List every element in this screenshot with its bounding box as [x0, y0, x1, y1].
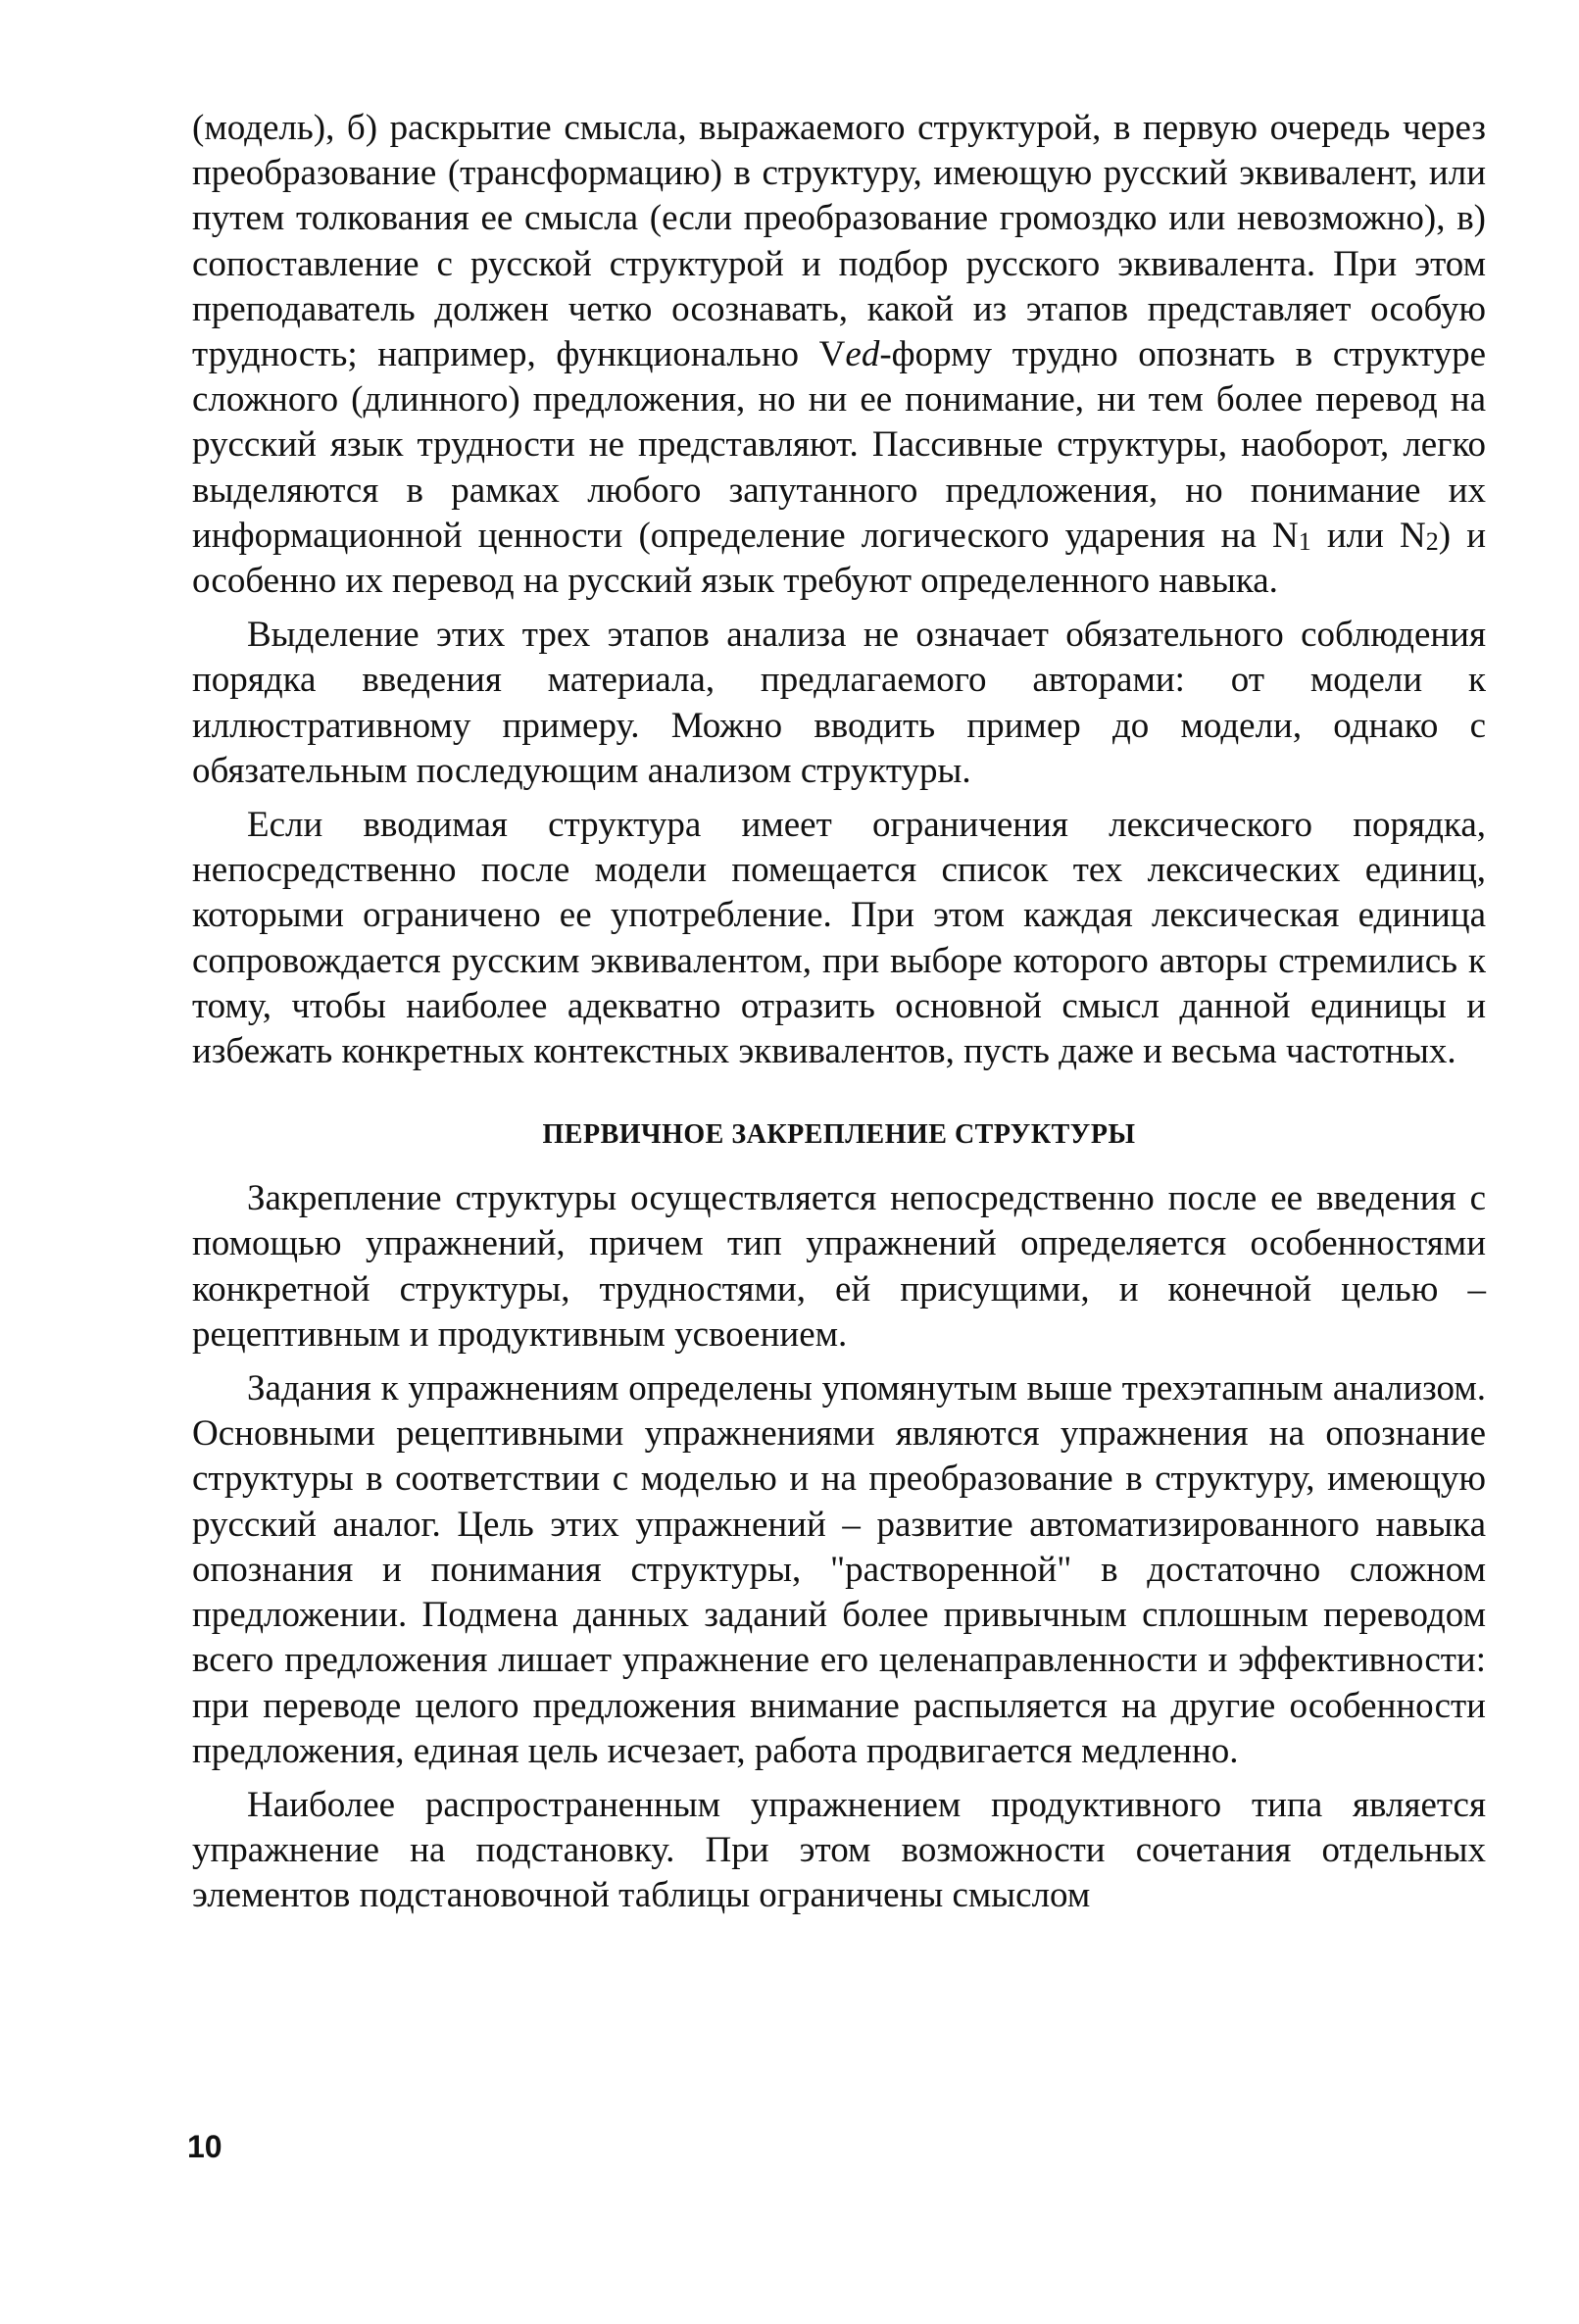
page-body [192, 106, 1486, 1928]
subscript-1: 1 [1298, 526, 1311, 556]
text-run: (модель), б) раскрытие смысла, выражаемого структурой, в первую очередь через преобразование (трансформацию) в структуру, имеющую русский эквивалент, или путем толкования ее смысла (если преобразование громоздко или невозможно), в) сопоставление с русской структурой и подбор русского эквивалента. При этом преподаватель должен четко осознавать, какой из этапов представляет особую трудность; например, функционально V [192, 108, 1486, 375]
paragraph: Выделение этих трех этапов анализа не означает обязательного соблюдения порядка введения материала, предлагаемого авторами: от модели к иллюстративному примеру. Можно вводить пример до модели, однако с обязательным последующим анализом структуры. [192, 615, 1486, 791]
text-run: ) и особенно их перевод на русский язык требуют определенного навыка. [192, 515, 1487, 602]
page-number: 10 [187, 2129, 222, 2164]
text-run: -форму трудно опознать в структуре сложного (длинного) предложения, но ни ее понимание, ни тем более перевод на русский язык трудности не представляют. Пассивные структуры, наоборот, легко выделяются в рамках любого запутанного предложения, но понимание их информационной ценности (определение логического ударения на N [192, 334, 1487, 556]
paragraph: Задания к упражнениям определены упомянутым выше трехэтапным анализом. Основными рецептивными упражнениями являются упражнения на опознание структуры в соответствии с моделью и на преобразование в структуру, имеющую русский аналог. Цель этих упражнений – развитие автоматизированного навыка опознания и понимания структуры, "растворенной" в достаточно сложном предложении. Подмена данных заданий более привычным сплошным переводом всего предложения лишает упражнение его целенаправленности и эффективности: при переводе целого предложения внимание распыляется на другие особенности предложения, единая цель исчезает, работа продвигается медленно. [192, 1368, 1486, 1771]
text-run: или N [1310, 515, 1426, 556]
paragraph-continuation [192, 106, 1486, 604]
section-heading: ПЕРВИЧНОЕ ЗАКРЕПЛЕНИЕ СТРУКТУРЫ [542, 1119, 1136, 1151]
paragraph: Закрепление структуры осуществляется непосредственно после ее введения с помощью упражнений, причем тип упражнений определяется особенностями конкретной структуры, трудностями, ей присущими, и конечной целью – рецептивным и продуктивным усвоением. [192, 1178, 1486, 1355]
paragraph: Наиболее распространенным упражнением продуктивного типа является упражнение на подстановку. При этом возможности сочетания отдельных элементов подстановочной таблицы ограничены смыслом [192, 1784, 1486, 1916]
paragraph: Если вводимая структура имеет ограничения лексического порядка, непосредственно после модели помещается список тех лексических единиц, которыми ограничено ее употребление. При этом каждая лексическая единица сопровождается русским эквивалентом, при выборе которого авторы стремились к тому, чтобы наиболее адекватно отразить основной смысл данной единицы и избежать конкретных контекстных эквивалентов, пусть даже и весьма частотных. [192, 805, 1486, 1072]
italic-ed: ed [845, 334, 880, 375]
subscript-2: 2 [1425, 526, 1439, 556]
